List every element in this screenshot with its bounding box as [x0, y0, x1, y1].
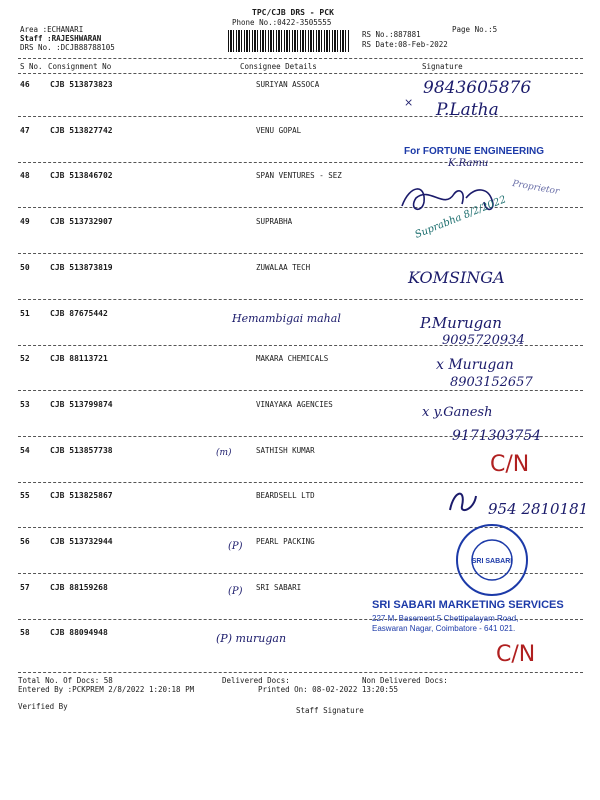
row-consignment-no: CJB 513827742: [50, 126, 113, 135]
handwritten-sign: x y.Ganesh: [422, 405, 493, 420]
row-sno: 53: [20, 400, 30, 409]
row-consignment-no: CJB 513873823: [50, 80, 113, 89]
entered-by: Entered By :PCKPREM 2/8/2022 1:20:18 PM: [18, 685, 195, 694]
row-consignment-no: CJB 513732944: [50, 537, 113, 546]
divider: [18, 73, 583, 74]
signature-scribble: [444, 486, 484, 516]
row-consignee: ZUWALAA TECH: [256, 263, 311, 272]
row-divider: [18, 390, 583, 391]
row-sno: 55: [20, 491, 30, 500]
handwritten-mark: (P): [228, 586, 243, 597]
col-consignee: Consignee Details: [240, 62, 317, 71]
row-consignee: SATHISH KUMAR: [256, 446, 315, 455]
non-delivered-docs: Non Delivered Docs:: [362, 676, 448, 685]
divider: [18, 58, 583, 59]
handwritten-sign: x Murugan: [436, 357, 514, 373]
rs-date: RS Date:08-Feb-2022: [362, 40, 448, 49]
business-stamp-city: Easwaran Nagar, Coimbatore - 641 021.: [372, 624, 516, 633]
row-consignee: PEARL PACKING: [256, 537, 315, 546]
row-sno: 54: [20, 446, 30, 455]
row-sno: 49: [20, 217, 30, 226]
handwritten-phone: 9171303754: [452, 428, 542, 444]
row-sno: 47: [20, 126, 30, 135]
row-consignment-no: CJB 513825867: [50, 491, 113, 500]
delivered-docs: Delivered Docs:: [222, 676, 290, 685]
row-consignee: BEARDSELL LTD: [256, 491, 315, 500]
row-divider: [18, 299, 583, 300]
drs-number: DRS No. :DCJB88788105: [20, 43, 115, 52]
handwritten-sign: Suprabha 8/2/2022: [413, 194, 508, 241]
row-sno: 48: [20, 171, 30, 180]
row-consignee: SRI SABARI: [256, 583, 302, 592]
handwritten-sign: P.Murugan: [420, 314, 502, 332]
row-consignment-no: CJB 87675442: [50, 309, 108, 318]
seal-text: SRI SABARI: [471, 558, 513, 565]
row-sno: 50: [20, 263, 30, 272]
row-consignee: VINAYAKA AGENCIES: [256, 400, 333, 409]
page-number: Page No.:5: [452, 25, 498, 34]
barcode: [228, 30, 350, 52]
col-sno: S No.: [20, 62, 43, 71]
proprietor-stamp: Proprietor: [511, 178, 560, 198]
handwritten-phone: 954 2810181: [488, 500, 589, 518]
business-stamp-address: 227 M. Basement 5 Chettipalayam Road,: [372, 614, 519, 623]
row-consignee: SPAN VENTURES - SEZ: [256, 171, 342, 180]
handwritten-name: P.Latha: [436, 100, 499, 120]
row-consignee: SURIYAN ASSOCA: [256, 80, 320, 89]
handwritten-phone: 8903152657: [450, 375, 533, 390]
row-sno: 52: [20, 354, 30, 363]
round-seal: [454, 522, 530, 598]
staff-label: Staff :RAJESHWARAN: [20, 34, 102, 43]
handwritten-mark: (P): [228, 541, 243, 552]
row-sno: 57: [20, 583, 30, 592]
handwritten-name: (P) murugan: [216, 632, 287, 645]
phone-number: Phone No.:0422-3505555: [232, 18, 332, 27]
row-sno: 46: [20, 80, 30, 89]
table-row: [18, 217, 583, 257]
handwritten-phone: 9843605876: [423, 78, 532, 98]
handwritten-sign: K.Ramu: [448, 158, 489, 169]
row-sno: 56: [20, 537, 30, 546]
row-consignment-no: CJB 513799874: [50, 400, 113, 409]
cross-mark: ×: [404, 96, 414, 109]
row-sno: 51: [20, 309, 30, 318]
row-consignment-no: CJB 513732907: [50, 217, 113, 226]
row-sno: 58: [20, 628, 30, 637]
cn-mark: C/N: [490, 452, 530, 477]
area-label: Area :ECHANARI: [20, 25, 84, 34]
row-consignee: VENU GOPAL: [256, 126, 302, 135]
row-consignee: MAKARA CHEMICALS: [256, 354, 329, 363]
staff-signature: Staff Signature: [296, 706, 364, 715]
printed-on: Printed On: 08-02-2022 13:20:55: [258, 685, 398, 694]
business-stamp-name: SRI SABARI MARKETING SERVICES: [372, 599, 564, 611]
total-docs: Total No. Of Docs: 58: [18, 676, 113, 685]
col-consignment: Consignment No: [48, 62, 112, 71]
divider: [18, 672, 583, 673]
row-divider: [18, 162, 583, 163]
row-consignment-no: CJB 88113721: [50, 354, 108, 363]
col-signature: Signature: [422, 62, 463, 71]
handwritten-mark: (m): [216, 448, 232, 458]
rs-number: RS No.:887881: [362, 30, 421, 39]
report-title: TPC/CJB DRS - PCK: [252, 8, 334, 17]
verified-by: Verified By: [18, 702, 68, 711]
handwritten-name: Hemambigai mahal: [232, 312, 341, 325]
cn-mark: C/N: [496, 642, 536, 667]
handwritten-name: KOMSINGA: [408, 268, 505, 287]
handwritten-phone: 9095720934: [442, 333, 525, 348]
row-consignment-no: CJB 513846702: [50, 171, 113, 180]
row-consignment-no: CJB 88159268: [50, 583, 108, 592]
row-consignment-no: CJB 88094948: [50, 628, 108, 637]
company-stamp: For FORTUNE ENGINEERING: [404, 146, 545, 157]
row-divider: [18, 482, 583, 483]
row-consignment-no: CJB 513873819: [50, 263, 113, 272]
row-divider: [18, 253, 583, 254]
row-consignee: SUPRABHA: [256, 217, 293, 226]
row-consignment-no: CJB 513857738: [50, 446, 113, 455]
